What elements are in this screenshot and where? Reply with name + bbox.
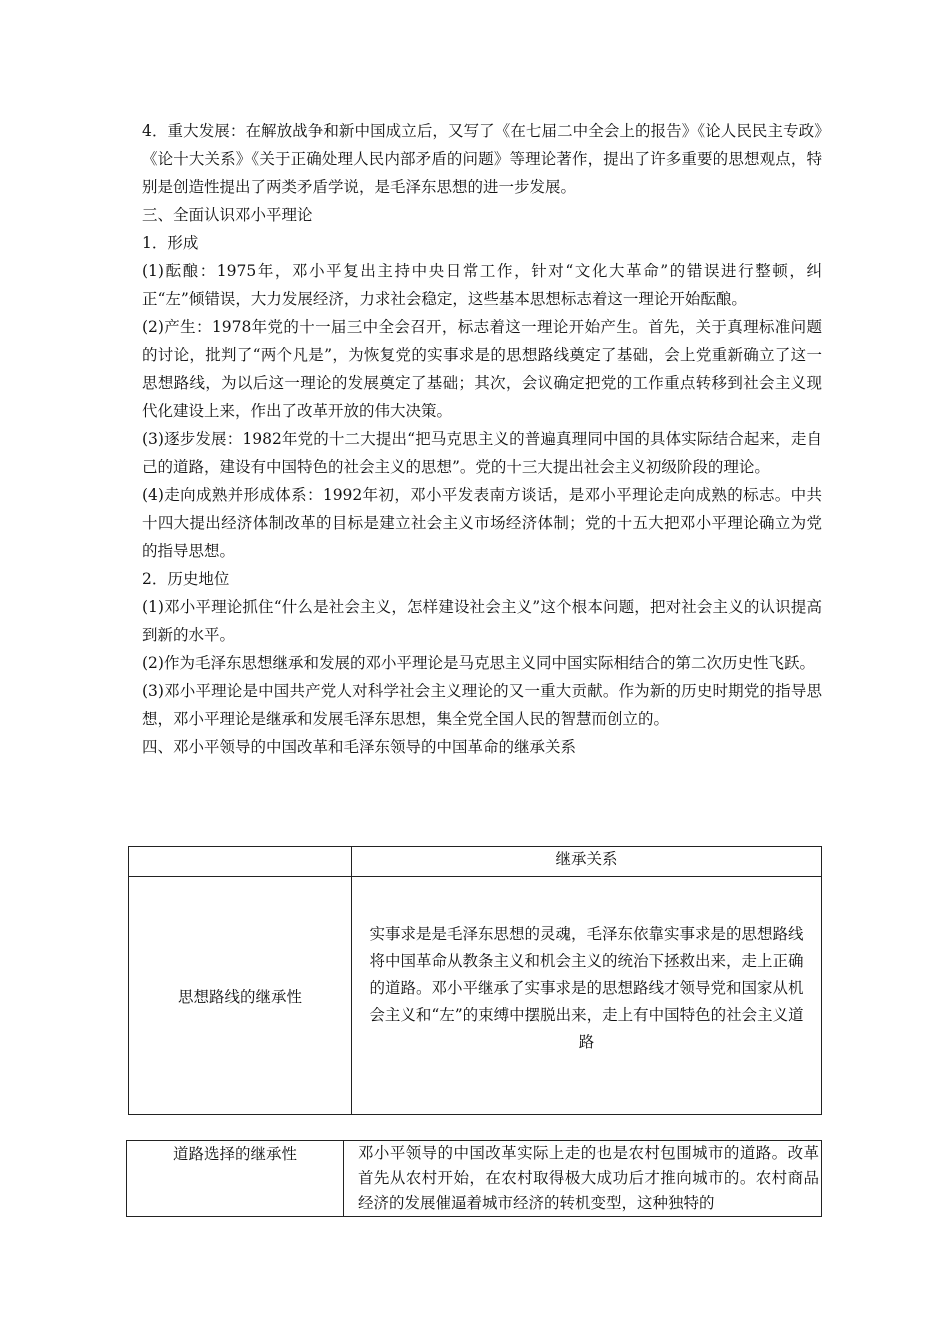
paragraph-brewing: (1)酝酿：1975年，邓小平复出主持中央日常工作，针对“文化大革命”的错误进行整顿，纠正“左”倾错误，大力发展经济，力求社会稳定，这些基本思想标志着这一理论开始酝酿。: [142, 262, 822, 308]
paragraph-major-development: 4．重大发展：在解放战争和新中国成立后，又写了《在七届二中全会上的报告》《论人民民主专政》《论十大关系》《关于正确处理人民内部矛盾的问题》等理论著作，提出了许多重要的思想观点，特别是创造性提出了两类矛盾学说，是毛泽东思想的进一步发展。: [142, 122, 822, 196]
paragraph-maturity: (4)走向成熟并形成体系：1992年初，邓小平发表南方谈话，是邓小平理论走向成熟的标志。中共十四大提出经济体制改革的目标是建立社会主义市场经济体制；党的十五大把邓小平理论确立为党的指导思想。: [142, 486, 822, 560]
row-label-ideological-line: 思想路线的继承性: [129, 877, 352, 1115]
inheritance-table: [128, 846, 822, 1115]
paragraph-status-1: (1)邓小平理论抓住“什么是社会主义，怎样建设社会主义”这个根本问题，把对社会主义的认识提高到新的水平。: [142, 598, 822, 644]
table-row: [127, 1141, 822, 1217]
section-heading-3: 三、全面认识邓小平理论: [142, 206, 313, 224]
table-header-inheritance: 继承关系: [352, 847, 822, 877]
row-label-road-choice: 道路选择的继承性: [127, 1141, 344, 1217]
table-header-row: [129, 847, 822, 877]
table-header-empty-cell: [129, 847, 352, 877]
row-text-road-choice: 邓小平领导的中国改革实际上走的也是农村包围城市的道路。改革首先从农村开始，在农村取得极大成功后才推向城市的。农村商品经济的发展催逼着城市经济的转机变型，这种独特的: [344, 1141, 822, 1217]
table-row: [129, 877, 822, 1115]
subheading-historical-status: 2．历史地位: [142, 570, 230, 588]
subheading-formation: 1．形成: [142, 234, 199, 252]
inheritance-table-continued: [126, 1140, 822, 1217]
paragraph-status-3: (3)邓小平理论是中国共产党人对科学社会主义理论的又一重大贡献。作为新的历史时期党的指导思想，邓小平理论是继承和发展毛泽东思想，集全党全国人民的智慧而创立的。: [142, 682, 822, 728]
paragraph-emergence: (2)产生：1978年党的十一届三中全会召开，标志着这一理论开始产生。首先，关于真理标准问题的讨论，批判了“两个凡是”，为恢复党的实事求是的思想路线奠定了基础，会上党重新确立了这一思想路线，为以后这一理论的发展奠定了基础；其次，会议确定把党的工作重点转移到社会主义现代化建设上来，作出了改革开放的伟大决策。: [142, 318, 822, 420]
paragraph-development: (3)逐步发展：1982年党的十二大提出“把马克思主义的普遍真理同中国的具体实际结合起来，走自己的道路，建设有中国特色的社会主义的思想”。党的十三大提出社会主义初级阶段的理论。: [142, 430, 822, 476]
section-heading-4: 四、邓小平领导的中国改革和毛泽东领导的中国革命的继承关系: [142, 738, 577, 756]
document-body: [142, 117, 822, 761]
paragraph-status-2: (2)作为毛泽东思想继承和发展的邓小平理论是马克思主义同中国实际相结合的第二次历史性飞跃。: [142, 654, 815, 672]
row-text-ideological-line: 实事求是是毛泽东思想的灵魂，毛泽东依靠实事求是的思想路线将中国革命从教条主义和机会主义的统治下拯救出来，走上正确的道路。邓小平继承了实事求是的思想路线才领导党和国家从机会主义和“左”的束缚中摆脱出来，走上有中国特色的社会主义道路: [352, 877, 822, 1115]
